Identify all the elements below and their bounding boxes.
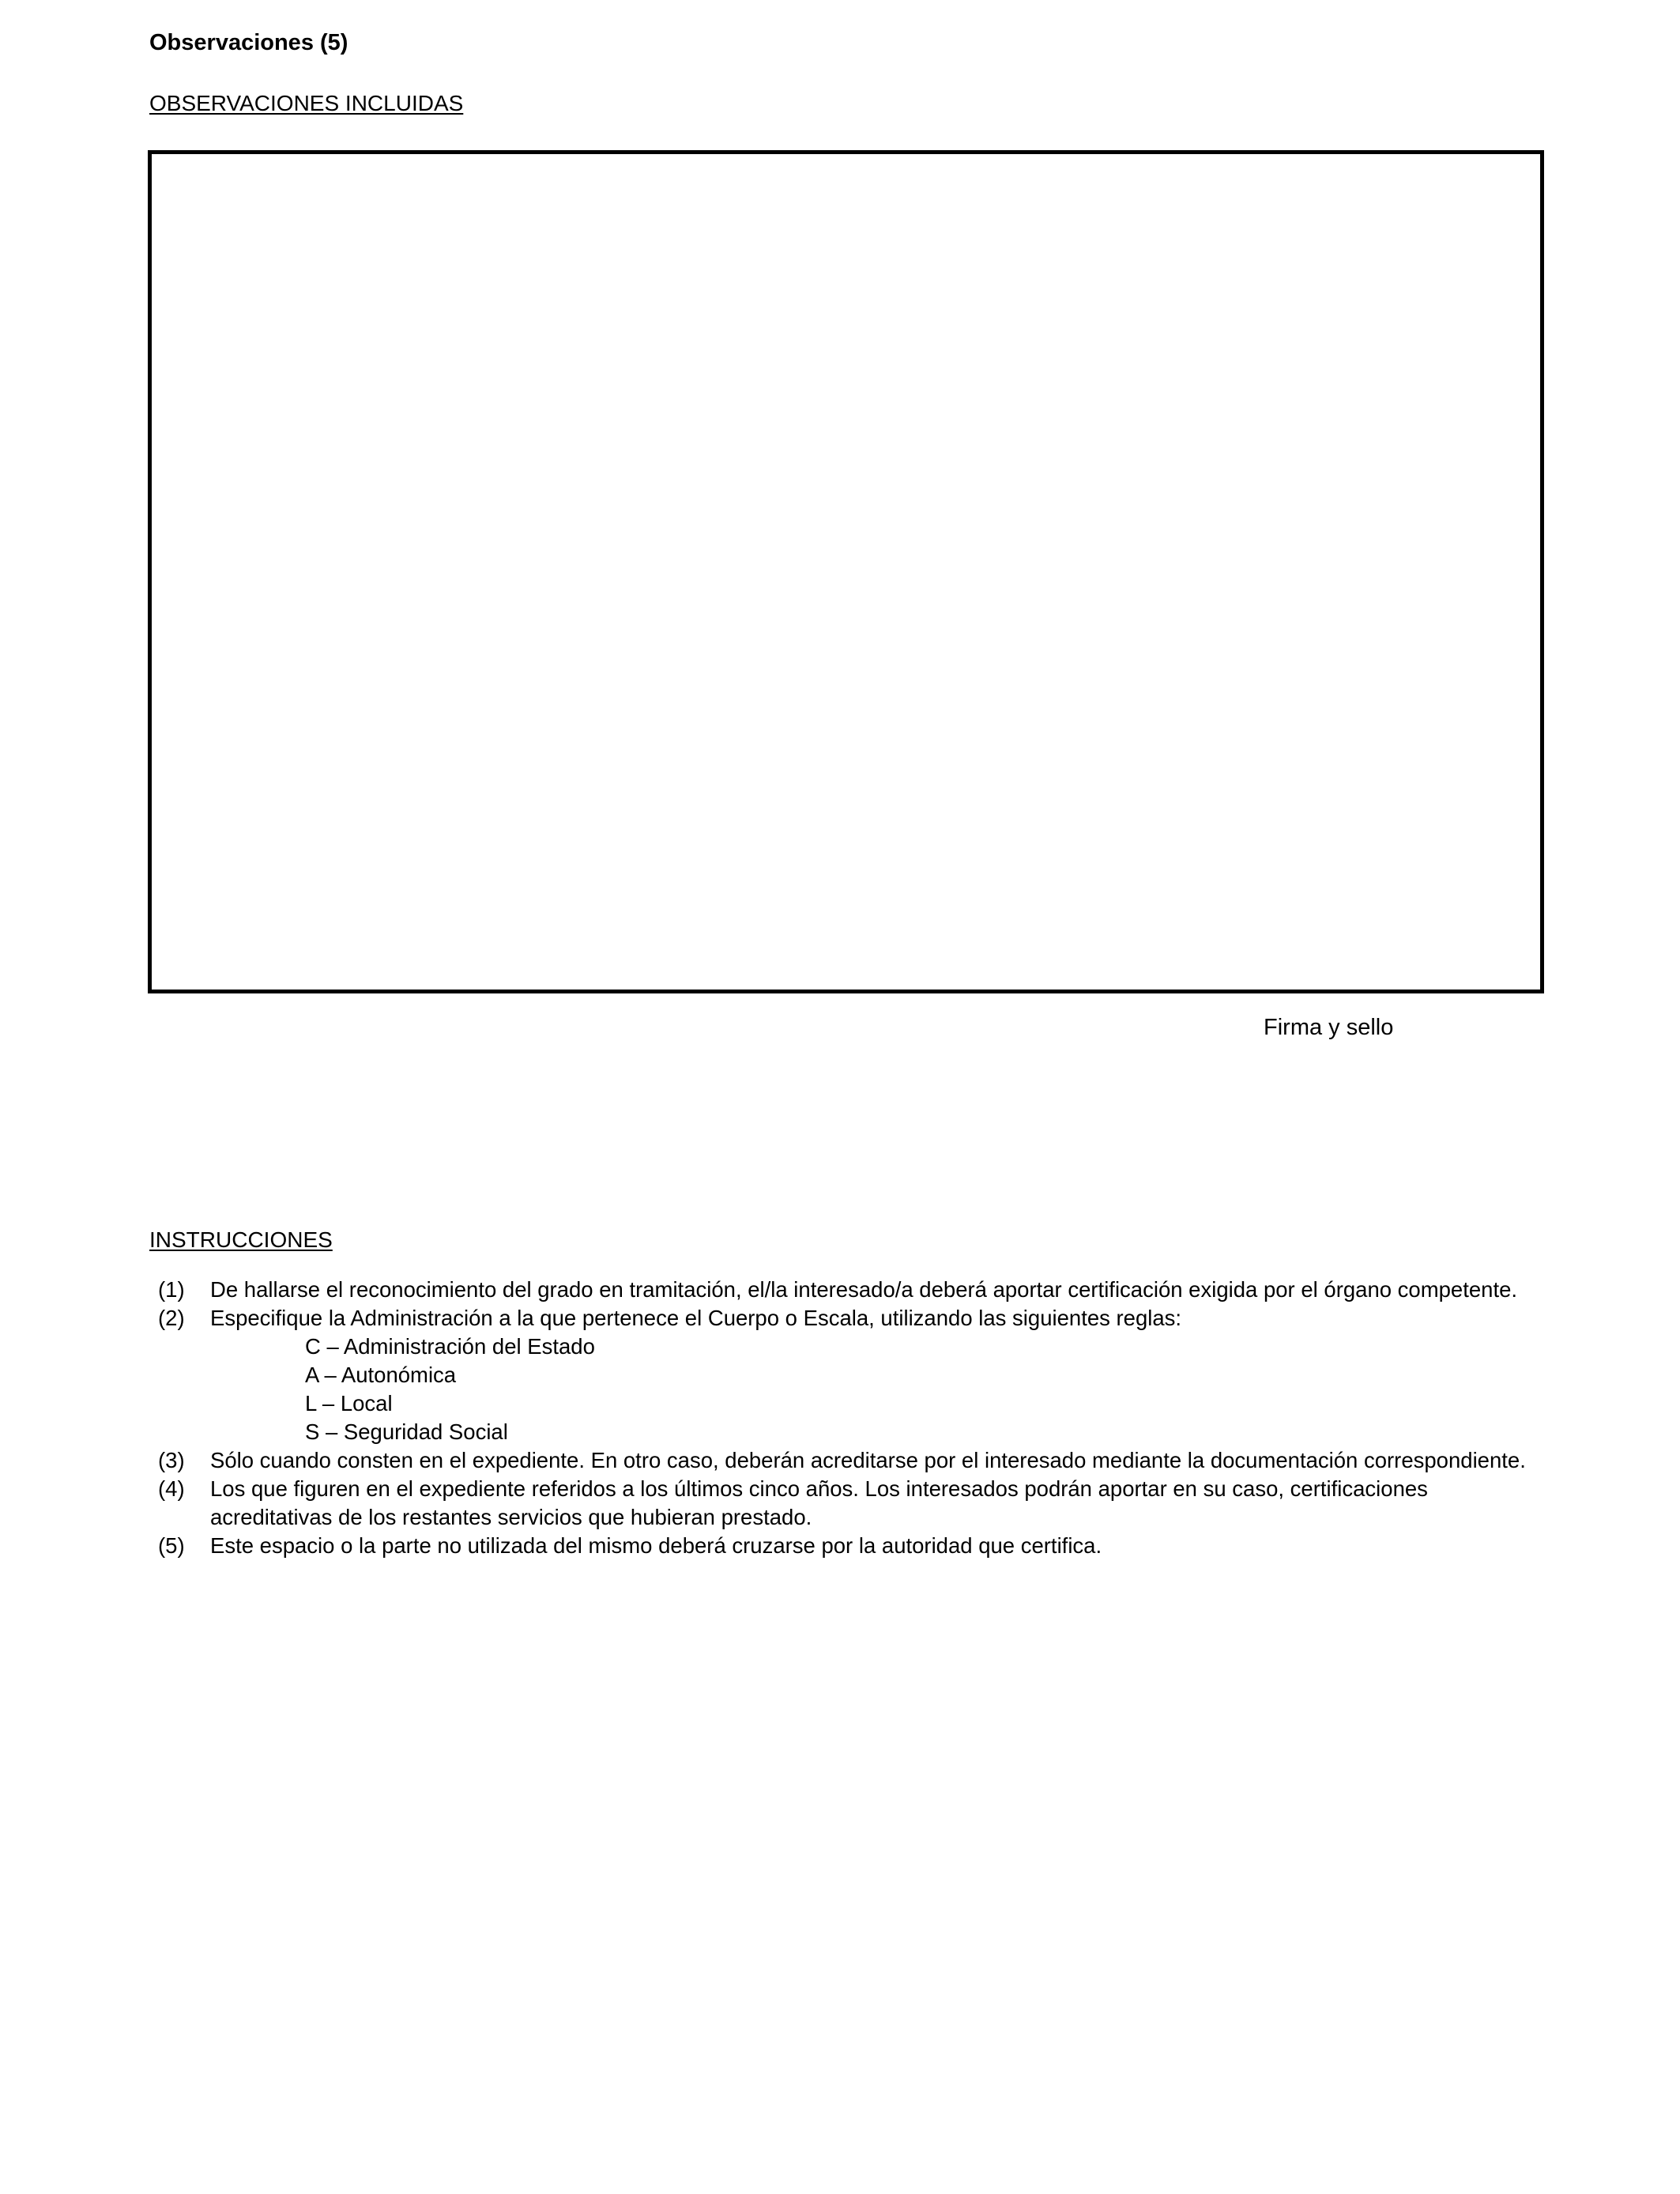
instruction-text: Especifique la Administración a la que pertenece el Cuerpo o Escala, utilizando las siguientes reglas:	[210, 1306, 1182, 1330]
instructions-list	[149, 1276, 1540, 1560]
instruction-item-4	[149, 1475, 1540, 1532]
instruction-text: De hallarse el reconocimiento del grado en tramitación, el/la interesado/a deberá aportar certificación exigida por el órgano competente.	[210, 1277, 1518, 1302]
signature-label: Firma y sello	[1264, 1015, 1394, 1040]
rule-item-c: C – Administración del Estado	[305, 1334, 595, 1359]
instruction-number: (1)	[158, 1277, 185, 1302]
observations-box[interactable]	[148, 150, 1544, 993]
observations-heading: OBSERVACIONES INCLUIDAS	[149, 91, 464, 115]
instruction-item-5	[149, 1532, 1540, 1560]
instruction-number: (5)	[158, 1533, 185, 1558]
rule-item-s: S – Seguridad Social	[305, 1419, 508, 1444]
page-title: Observaciones (5)	[149, 30, 348, 55]
instruction-number: (2)	[158, 1306, 185, 1330]
instructions-heading: INSTRUCCIONES	[149, 1227, 333, 1252]
rule-item-a: A – Autonómica	[305, 1363, 457, 1387]
instruction-number: (3)	[158, 1448, 185, 1472]
instruction-text: Este espacio o la parte no utilizada del mismo deberá cruzarse por la autoridad que certifica.	[210, 1533, 1102, 1558]
instruction-number: (4)	[158, 1476, 185, 1501]
instruction-item-1	[149, 1276, 1540, 1304]
instruction-text: Sólo cuando consten en el expediente. En otro caso, deberán acreditarse por el interesado mediante la documentación correspondiente.	[210, 1448, 1526, 1472]
instruction-item-3	[149, 1446, 1540, 1475]
instruction-text: Los que figuren en el expediente referidos a los últimos cinco años. Los interesados podrán aportar en su caso, certificaciones acreditativas de los restantes servicios que hubieran prestado.	[210, 1476, 1428, 1529]
administration-rules-list	[210, 1333, 1540, 1446]
rule-item-l: L – Local	[305, 1391, 393, 1416]
instruction-item-2	[149, 1304, 1540, 1446]
